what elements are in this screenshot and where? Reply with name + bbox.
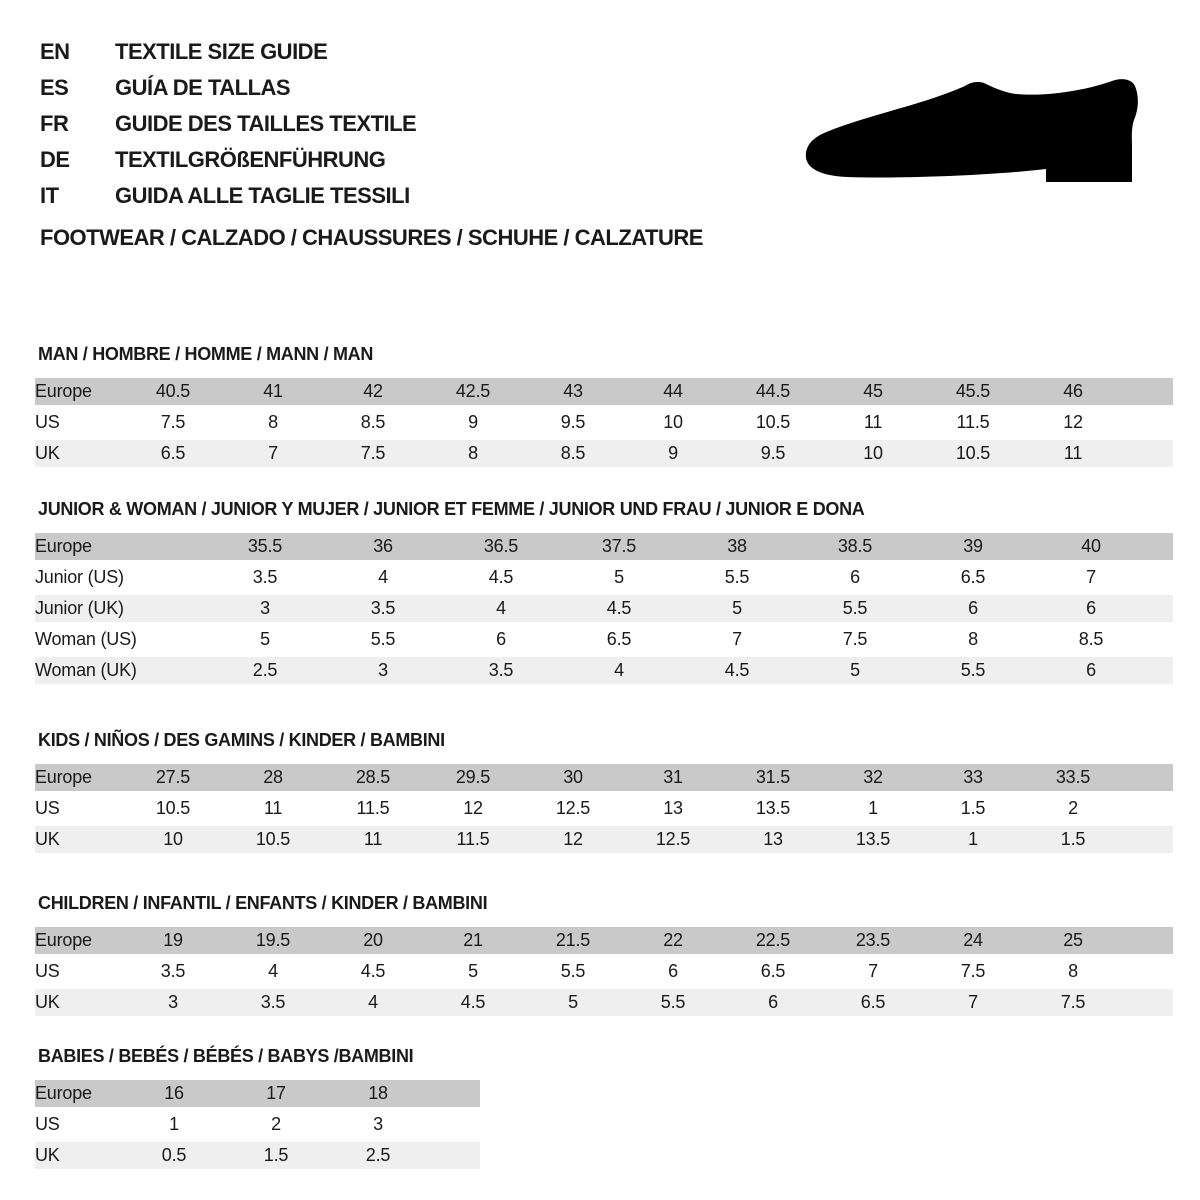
size-cell: 10 xyxy=(663,412,683,432)
size-cell: 3.5 xyxy=(160,961,186,981)
row-label: US xyxy=(35,1114,60,1134)
trail-spacer-cell xyxy=(1123,764,1173,791)
size-cell: 1 xyxy=(868,798,878,818)
size-table-children xyxy=(35,923,1173,1020)
language-code: EN xyxy=(40,39,70,64)
size-cell: 7 xyxy=(732,629,742,649)
size-cell: 37.5 xyxy=(560,533,678,560)
size-cell: 31 xyxy=(623,764,723,791)
size-cell: 8.5 xyxy=(1078,629,1104,649)
section-man xyxy=(35,344,1200,471)
row-label: US xyxy=(35,961,60,981)
section-junior-woman xyxy=(35,499,1200,688)
language-title: GUIDA ALLE TAGLIE TESSILI xyxy=(115,183,410,208)
section-babies xyxy=(35,1046,1200,1173)
language-title: TEXTILGRÖßENFÜHRUNG xyxy=(115,147,386,172)
size-cell: 5.5 xyxy=(724,567,750,587)
size-cell: 40 xyxy=(1032,533,1150,560)
size-cell: 11.5 xyxy=(356,798,390,818)
size-cell: 0.5 xyxy=(123,1142,225,1169)
size-cell: 38.5 xyxy=(796,533,914,560)
size-row-junior-woman-3 xyxy=(35,626,1173,653)
size-cell: 5.5 xyxy=(623,989,723,1016)
language-code: FR xyxy=(40,111,69,136)
size-cell: 9 xyxy=(468,412,478,432)
size-cell: 44.5 xyxy=(723,378,823,405)
size-cell: 5 xyxy=(614,567,624,587)
size-cell: 33.5 xyxy=(1023,764,1123,791)
size-cell: 33 xyxy=(923,764,1023,791)
size-cell: 3.5 xyxy=(252,567,278,587)
row-label: US xyxy=(35,798,60,818)
size-table-junior-woman xyxy=(35,529,1173,688)
size-cell: 32 xyxy=(823,764,923,791)
size-row-junior-woman-1 xyxy=(35,564,1173,591)
row-label: Woman (UK) xyxy=(35,657,206,684)
size-cell: 6.5 xyxy=(760,961,786,981)
size-cell: 6 xyxy=(668,961,678,981)
row-label: UK xyxy=(35,989,123,1016)
size-cell: 4.5 xyxy=(560,595,678,622)
size-cell: 22 xyxy=(623,927,723,954)
size-cell: 5 xyxy=(678,595,796,622)
size-cell: 43 xyxy=(523,378,623,405)
size-row-babies-2 xyxy=(35,1142,480,1169)
section-title-junior-woman: JUNIOR & WOMAN / JUNIOR Y MUJER / JUNIOR ET FEMME / JUNIOR UND FRAU / JUNIOR E DONA xyxy=(38,499,865,519)
size-cell: 4 xyxy=(268,961,278,981)
category-title: FOOTWEAR / CALZADO / CHAUSSURES / SCHUHE / CALZATURE xyxy=(40,225,703,250)
trail-spacer-cell xyxy=(1150,657,1173,684)
size-cell: 29.5 xyxy=(423,764,523,791)
language-code: IT xyxy=(40,183,59,208)
size-cell: 5.5 xyxy=(370,629,396,649)
size-cell: 44 xyxy=(623,378,723,405)
trail-spacer-cell xyxy=(1123,795,1173,822)
size-cell: 10.5 xyxy=(755,412,791,432)
size-cell: 42.5 xyxy=(423,378,523,405)
language-code: DE xyxy=(40,147,70,172)
size-row-junior-woman-0 xyxy=(35,533,1173,560)
size-cell: 5 xyxy=(523,989,623,1016)
size-row-kids-1 xyxy=(35,795,1173,822)
size-cell: 3.5 xyxy=(442,657,560,684)
language-row-en xyxy=(40,34,1200,70)
dress-shoe-icon xyxy=(802,70,1142,185)
size-row-babies-0 xyxy=(35,1080,480,1107)
size-cell: 9.5 xyxy=(560,412,586,432)
size-cell: 12.5 xyxy=(555,798,591,818)
size-cell: 11.5 xyxy=(423,826,523,853)
size-cell: 8.5 xyxy=(360,412,386,432)
trail-spacer-cell xyxy=(1123,826,1173,853)
size-row-kids-2 xyxy=(35,826,1173,853)
size-cell: 6 xyxy=(1032,657,1150,684)
trail-spacer-cell xyxy=(1123,958,1173,985)
row-label: Europe xyxy=(35,378,123,405)
size-row-children-1 xyxy=(35,958,1173,985)
size-row-man-2 xyxy=(35,440,1173,467)
size-cell: 42 xyxy=(323,378,423,405)
size-cell: 4.5 xyxy=(678,657,796,684)
size-cell: 6.5 xyxy=(823,989,923,1016)
size-cell: 11.5 xyxy=(956,412,990,432)
size-cell: 4 xyxy=(442,595,560,622)
size-row-children-0 xyxy=(35,927,1173,954)
size-cell: 9 xyxy=(623,440,723,467)
size-cell: 6 xyxy=(914,595,1032,622)
size-cell: 6.5 xyxy=(606,629,632,649)
size-cell: 10 xyxy=(123,826,223,853)
row-label: Europe xyxy=(35,927,123,954)
size-cell: 10 xyxy=(823,440,923,467)
size-cell: 7 xyxy=(223,440,323,467)
size-cell: 10.5 xyxy=(155,798,191,818)
size-cell: 3 xyxy=(373,1114,383,1134)
size-cell: 1 xyxy=(923,826,1023,853)
size-cell: 2.5 xyxy=(327,1142,429,1169)
size-cell: 11 xyxy=(323,826,423,853)
size-cell: 13 xyxy=(723,826,823,853)
size-cell: 8 xyxy=(968,629,978,649)
section-kids xyxy=(35,730,1200,857)
size-cell: 23.5 xyxy=(823,927,923,954)
size-cell: 1.5 xyxy=(1023,826,1123,853)
size-cell: 6.5 xyxy=(960,567,986,587)
size-cell: 1.5 xyxy=(960,798,986,818)
size-row-kids-0 xyxy=(35,764,1173,791)
size-cell: 11 xyxy=(863,412,883,432)
size-cell: 4.5 xyxy=(488,567,514,587)
size-cell: 10.5 xyxy=(923,440,1023,467)
size-cell: 3 xyxy=(206,595,324,622)
row-label: Europe xyxy=(35,1080,123,1107)
size-cell: 4.5 xyxy=(360,961,386,981)
row-label: UK xyxy=(35,826,123,853)
size-cell: 21.5 xyxy=(523,927,623,954)
size-cell: 5 xyxy=(468,961,478,981)
size-cell: 13 xyxy=(663,798,683,818)
size-cell: 19 xyxy=(123,927,223,954)
size-cell: 7 xyxy=(923,989,1023,1016)
size-cell: 7.5 xyxy=(323,440,423,467)
size-cell: 4 xyxy=(323,989,423,1016)
size-cell: 13.5 xyxy=(755,798,791,818)
trail-spacer-cell xyxy=(429,1142,480,1169)
size-cell: 28 xyxy=(223,764,323,791)
size-cell: 25 xyxy=(1023,927,1123,954)
size-cell: 3.5 xyxy=(324,595,442,622)
row-label: Junior (US) xyxy=(35,567,124,587)
size-cell: 7.5 xyxy=(1023,989,1123,1016)
size-cell: 35.5 xyxy=(206,533,324,560)
row-label: UK xyxy=(35,1142,123,1169)
size-cell: 6 xyxy=(850,567,860,587)
size-cell: 11 xyxy=(1023,440,1123,467)
size-cell: 5.5 xyxy=(560,961,586,981)
section-title-kids: KIDS / NIÑOS / DES GAMINS / KINDER / BAMBINI xyxy=(38,730,445,750)
size-cell: 3 xyxy=(324,657,442,684)
size-cell: 5 xyxy=(796,657,914,684)
size-cell: 30 xyxy=(523,764,623,791)
size-cell: 7.5 xyxy=(160,412,186,432)
size-cell: 5 xyxy=(260,629,270,649)
size-cell: 4.5 xyxy=(423,989,523,1016)
size-cell: 16 xyxy=(123,1080,225,1107)
size-cell: 12.5 xyxy=(623,826,723,853)
size-cell: 36 xyxy=(324,533,442,560)
row-label: Woman (US) xyxy=(35,629,137,649)
row-label: UK xyxy=(35,440,123,467)
size-cell: 31.5 xyxy=(723,764,823,791)
size-cell: 18 xyxy=(327,1080,429,1107)
trail-spacer-cell xyxy=(1150,595,1173,622)
section-title-man: MAN / HOMBRE / HOMME / MANN / MAN xyxy=(38,344,374,364)
size-cell: 2 xyxy=(271,1114,281,1134)
size-cell: 2 xyxy=(1068,798,1078,818)
size-cell: 46 xyxy=(1023,378,1123,405)
size-cell: 19.5 xyxy=(223,927,323,954)
size-cell: 8 xyxy=(1068,961,1078,981)
size-cell: 22.5 xyxy=(723,927,823,954)
size-cell: 45.5 xyxy=(923,378,1023,405)
language-title: TEXTILE SIZE GUIDE xyxy=(115,39,328,64)
size-cell: 8 xyxy=(268,412,278,432)
size-cell: 17 xyxy=(225,1080,327,1107)
size-cell: 11 xyxy=(263,798,283,818)
trail-spacer-cell xyxy=(429,1080,480,1107)
size-cell: 3 xyxy=(123,989,223,1016)
size-cell: 13.5 xyxy=(823,826,923,853)
trail-spacer-cell xyxy=(1123,927,1173,954)
language-code: ES xyxy=(40,75,69,100)
size-cell: 12 xyxy=(463,798,483,818)
size-table-babies xyxy=(35,1076,480,1173)
size-cell: 10.5 xyxy=(223,826,323,853)
size-row-man-1 xyxy=(35,409,1173,436)
size-cell: 7.5 xyxy=(842,629,868,649)
size-cell: 36.5 xyxy=(442,533,560,560)
size-cell: 5.5 xyxy=(914,657,1032,684)
size-cell: 9.5 xyxy=(723,440,823,467)
size-cell: 6 xyxy=(1032,595,1150,622)
size-tables xyxy=(0,344,1200,1173)
trail-spacer-cell xyxy=(429,1111,480,1138)
size-cell: 27.5 xyxy=(123,764,223,791)
section-title-children: CHILDREN / INFANTIL / ENFANTS / KINDER / BAMBINI xyxy=(38,893,488,913)
size-cell: 21 xyxy=(423,927,523,954)
trail-spacer-cell xyxy=(1123,440,1173,467)
size-cell: 6.5 xyxy=(123,440,223,467)
size-cell: 28.5 xyxy=(323,764,423,791)
row-label: US xyxy=(35,412,60,432)
size-cell: 45 xyxy=(823,378,923,405)
size-cell: 4 xyxy=(560,657,678,684)
trail-spacer-cell xyxy=(1150,533,1173,560)
language-title: GUIDE DES TAILLES TEXTILE xyxy=(115,111,417,136)
size-cell: 3.5 xyxy=(223,989,323,1016)
row-label: Europe xyxy=(35,533,206,560)
size-cell: 7.5 xyxy=(960,961,986,981)
size-cell: 7 xyxy=(868,961,878,981)
section-title-babies: BABIES / BEBÉS / BÉBÉS / BABYS /BAMBINI xyxy=(38,1046,414,1066)
size-cell: 7 xyxy=(1086,567,1096,587)
size-cell: 39 xyxy=(914,533,1032,560)
size-cell: 12 xyxy=(1063,412,1083,432)
size-cell: 8 xyxy=(423,440,523,467)
language-title: GUÍA DE TALLAS xyxy=(115,75,291,100)
size-cell: 38 xyxy=(678,533,796,560)
size-cell: 2.5 xyxy=(206,657,324,684)
size-cell: 5.5 xyxy=(796,595,914,622)
size-cell: 6 xyxy=(723,989,823,1016)
size-row-children-2 xyxy=(35,989,1173,1016)
size-cell: 6 xyxy=(496,629,506,649)
size-cell: 12 xyxy=(523,826,623,853)
size-row-junior-woman-2 xyxy=(35,595,1173,622)
size-cell: 20 xyxy=(323,927,423,954)
row-label: Junior (UK) xyxy=(35,595,206,622)
size-cell: 8.5 xyxy=(523,440,623,467)
size-table-man xyxy=(35,374,1173,471)
trail-spacer-cell xyxy=(1123,409,1173,436)
section-children xyxy=(35,893,1200,1020)
size-row-man-0 xyxy=(35,378,1173,405)
trail-spacer-cell xyxy=(1123,378,1173,405)
size-cell: 1 xyxy=(169,1114,179,1134)
size-row-junior-woman-4 xyxy=(35,657,1173,684)
size-cell: 24 xyxy=(923,927,1023,954)
size-cell: 1.5 xyxy=(225,1142,327,1169)
size-row-babies-1 xyxy=(35,1111,480,1138)
trail-spacer-cell xyxy=(1150,564,1173,591)
size-cell: 4 xyxy=(378,567,388,587)
size-cell: 40.5 xyxy=(123,378,223,405)
trail-spacer-cell xyxy=(1123,989,1173,1016)
size-table-kids xyxy=(35,760,1173,857)
trail-spacer-cell xyxy=(1150,626,1173,653)
row-label: Europe xyxy=(35,764,123,791)
size-cell: 41 xyxy=(223,378,323,405)
